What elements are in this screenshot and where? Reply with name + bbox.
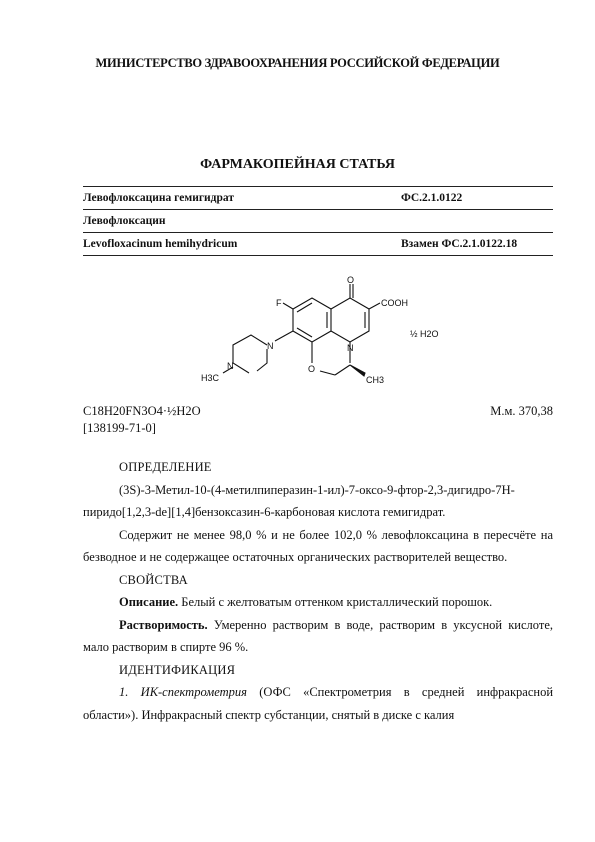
name-ru: Левофлоксацина гемигидрат bbox=[83, 192, 234, 204]
ir-paragraph bbox=[83, 681, 553, 726]
solubility-label: Растворимость. bbox=[119, 617, 208, 632]
monograph-code: ФС.2.1.0122 bbox=[401, 192, 463, 204]
mm-value: 370,38 bbox=[518, 404, 553, 418]
ministry-title: МИНИСТЕРСТВО ЗДРАВООХРАНЕНИЯ РОССИЙСКОЙ ФЕДЕРАЦИИ bbox=[95, 56, 500, 70]
solubility-paragraph bbox=[83, 614, 553, 659]
ir-label: 1. ИК-спектрометрия bbox=[119, 685, 247, 699]
header-row bbox=[83, 233, 553, 256]
definition-text: (3S)-3-Метил-10-(4-метилпиперазин-1-ил)-7-оксо-9-фтор-2,3-дигидро-7H-пиридо[1,2,3-de][1,4]бензоксазин-6-карбоновая кислота гемигидрат. bbox=[83, 482, 515, 519]
cas-number: [138199-71-0] bbox=[83, 421, 156, 435]
atom-o-keto: O bbox=[347, 275, 355, 285]
monograph-body bbox=[83, 456, 553, 726]
atom-f: F bbox=[276, 298, 282, 308]
molecular-formula: C18H20FN3O4·½H2O bbox=[83, 404, 201, 418]
ir-text: (ОФС «Спектрометрия в средней инфракрасной области»). Инфракрасный спектр субстанции, снятый в диске с калия bbox=[83, 685, 554, 722]
hydrate-label: ½ H2O bbox=[410, 329, 439, 339]
description-paragraph bbox=[83, 591, 553, 614]
atom-n-methyl: N bbox=[227, 361, 234, 371]
replaces-code: Взамен ФС.2.1.0122.18 bbox=[401, 238, 518, 250]
definition-heading: ОПРЕДЕЛЕНИЕ bbox=[119, 460, 212, 474]
header-row bbox=[83, 210, 553, 233]
mm-label: М.м. bbox=[490, 404, 516, 418]
structural-formula bbox=[175, 275, 475, 395]
atom-o-ether: O bbox=[308, 364, 316, 374]
group-ch3: CH3 bbox=[366, 375, 385, 385]
identification-heading: ИДЕНТИФИКАЦИЯ bbox=[119, 662, 236, 677]
article-type-title: ФАРМАКОПЕЙНАЯ СТАТЬЯ bbox=[200, 157, 395, 172]
header-row bbox=[83, 187, 553, 210]
formula-row bbox=[83, 404, 553, 419]
name-latin: Levofloxacinum hemihydricum bbox=[83, 238, 238, 250]
properties-heading: СВОЙСТВА bbox=[119, 572, 188, 587]
content-text: Содержит не менее 98,0 % и не более 102,0 % левофлоксацина в пересчёте на безводное и не содержащее остаточных органических растворителей вещество. bbox=[83, 527, 553, 564]
monograph-header-table bbox=[83, 186, 553, 256]
group-h3c: H3C bbox=[201, 373, 220, 383]
atom-n-piperazine: N bbox=[267, 341, 274, 351]
atom-n-ring: N bbox=[347, 343, 354, 353]
molecular-mass bbox=[490, 404, 553, 419]
group-cooh: COOH bbox=[381, 298, 408, 308]
solubility-text: Умеренно растворим в воде, растворим в уксусной кислоте, мало растворим в спирте 96 %. bbox=[83, 617, 553, 654]
description-text: Белый с желтоватым оттенком кристаллический порошок. bbox=[181, 595, 493, 609]
description-label: Описание. bbox=[119, 595, 179, 609]
alt-name-ru: Левофлоксацин bbox=[83, 215, 166, 227]
